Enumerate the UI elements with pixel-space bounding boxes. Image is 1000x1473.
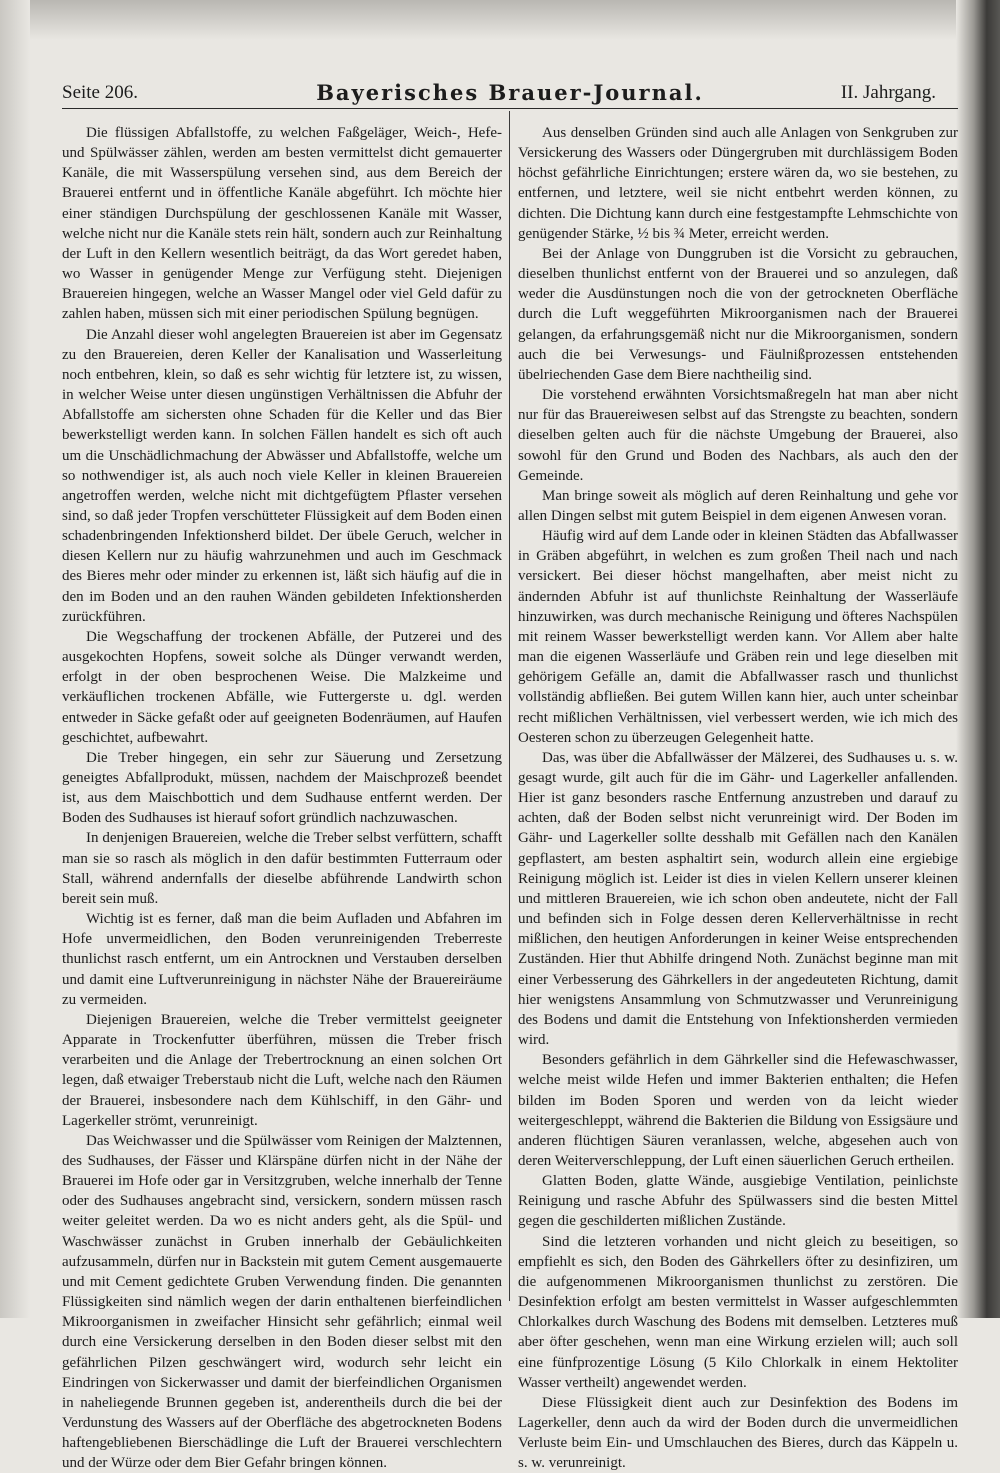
paragraph: Das, was über die Abfallwässer der Mälzerei, des Sudhauses u. s. w. gesagt wurde, gilt auch für die im Gähr- und Lagerkeller anfallenden. Hier ist ganz besonders rasche Entfernung anzustreben und darauf zu achten, daß der Boden selbst nicht verunreinigt wird. Der Boden im Gähr- und Lagerkeller sollte desshalb mit Gefällen nach den Kanälen gepflastert, am besten asphaltirt sein, wodurch allein eine ergiebige Reinigung möglich ist. Leider ist dies in vielen Kellern unserer kleinen und mittleren Brauereien, wie ich schon oben andeutete, nicht der Fall und befinden sich in Folge dessen deren Kellerverhältnisse in recht mißlichen, den heutigen Anforderungen in keiner Weise entsprechenden Zuständen. Hier thut Abhilfe dringend Noth. Zunächst beginne man mit einer Verbesserung des Gährkellers in der angedeuteten Richtung, damit hier wenigstens Ansammlung von Schmutzwasser und Verunreinigung des Bodens und damit die Entstehung von Infektionsherden vermieden wird.: [518, 749, 958, 1049]
paragraph: Sind die letzteren vorhanden und nicht gleich zu beseitigen, so empfiehlt es sich, den Boden des Gährkellers öfter zu desinfiziren, um die aufgenommenen Mikroorganismen thunlichst zu zerstören. Die Desinfektion erfolgt am besten vermittelst in Wasser aufgeschlemmten Chlorkalkes durch Waschung des Bodens mit demselben. Letzteres muß aber öfter geschehen, wenn man eine Wirkung erzielen will; auch soll eine fünfprozentige Lösung (5 Kilo Chlorkalk in einem Hektoliter Wasser vertheilt) angewendet werden.: [518, 1233, 958, 1391]
paragraph: Besonders gefährlich in dem Gährkeller sind die Hefewaschwasser, welche meist wilde Hefen und immer Bakterien enthalten; die Hefen bilden im Boden Sporen und werden von da leicht wieder weitergeschleppt, während die Bakterien die Bildung von Essigsäure und anderen flüchtigen Säuren veranlassen, welche, abgesehen auch von deren Weiterverschleppung, der Luft einen säuerlichen Geruch ertheilen.: [518, 1052, 958, 1169]
paragraph: Bei der Anlage von Dunggruben ist die Vorsicht zu gebrauchen, dieselben thunlichst entfernt von der Brauerei und so anzulegen, daß weder die Ausdünstungen noch die von der getrockneten Oberfläche durch die Luft weggeführten Mikroorganismen nach der Brauerei gelangen, da erfahrungsgemäß nicht nur die Mikroorganismen, sondern auch die bei Verwesungs- und Fäulnißprozessen entstehenden übelriechenden Gase dem Biere nachtheilig sind.: [518, 245, 958, 383]
page-edge-left: [0, 0, 30, 1318]
paragraph: Glatten Boden, glatte Wände, ausgiebige Ventilation, peinlichste Reinigung und rasche Abfuhr des Spülwassers sind die besten Mittel gegen die geschilderten mißlichen Zustände.: [518, 1173, 958, 1230]
paragraph: Wichtig ist es ferner, daß man die beim Aufladen und Abfahren im Hofe unvermeidlichen, den Boden verunreinigenden Treberreste thunlichst rasch entfernt, um ein Antrocknen und Verstauben derselben und damit eine Luftverunreinigung in nächster Nähe der Brauereiräume zu vermeiden.: [62, 911, 502, 1008]
page-binding-shadow: [956, 0, 1000, 1318]
left-column: [62, 123, 502, 1473]
paragraph: Die flüssigen Abfallstoffe, zu welchen Faßgeläger, Weich-, Hefe- und Spülwässer zählen, werden am besten vermittelst dicht gemauerter Kanäle, die mit Wasserspülung versehen sind, aus dem Bereich der Brauerei entfernt und in öffentliche Kanäle abgeführt. Ich möchte hier einer ständigen Durchspülung der geschlossenen Kanäle mit Wasser, welche nicht nur die Kanäle stets rein hält, sondern auch zur Reinhaltung der Luft in den Kellern wesentlich beiträgt, da das Wort geredet haben, wo Wasser in genügender Menge zur Verfügung steht. Diejenigen Brauereien hingegen, welche an Wasser Mangel oder viel Geld dafür zu zahlen haben, müssen sich mit einer periodischen Spülung begnügen.: [62, 125, 502, 323]
paragraph: Häufig wird auf dem Lande oder in kleinen Städten das Abfallwasser in Gräben abgeführt, in welchen es zum großen Theil nach und nach versickert. Bei dieser höchst mangelhaften, aber meist nicht zu ändernden Abfuhr ist auf thunlichste Reinhaltung der Wasserläufe hinzuwirken, was durch mechanische Reinigung und öfteres Nachspülen mit reinem Wasser bewerkstelligt werden kann. Vor Allem aber halte man die eigenen Wasserläufe und Gräben rein und lege dieselben mit gehörigem Gefälle an, damit die Abfallwasser rasch und thunlichst vollständig abfließen. Bei gutem Willen kann hier, auch unter scheinbar recht mißlichen Verhältnissen, viel verbessert werden, wie ich mich des Oesteren schon zu überzeugen Gelegenheit hatte.: [518, 528, 958, 746]
paragraph: Die Anzahl dieser wohl angelegten Brauereien ist aber im Gegensatz zu den Brauereien, deren Keller der Kanalisation und Wasserleitung noch entbehren, klein, so daß es sehr wichtig für letztere ist, zu wissen, in welcher Weise unter diesen ungünstigen Verhältnissen die Abfuhr der Abfallstoffe am sichersten ohne Schaden für die Keller und das Bier bewerkstelligt werden kann. In solchen Fällen handelt es sich oft auch um die Unschädlichmachung der Abwässer und Abfallstoffe, welche um so nothwendiger ist, als auch noch viele Keller in kleinen Brauereien angetroffen werden, welche nicht mit dichtgefügtem Pflaster versehen sind, so daß jeder Tropfen verschütteter Flüssigkeit auf dem Boden einen schadenbringenden Infektionsherd bildet. Der übele Geruch, welcher in diesen Kellern nur zu häufig wahrzunehmen und auch im Geschmack des Bieres mehr oder minder zu erkennen ist, läßt sich häufig auf die in den im Boden und an den rauhen Wänden gebildeten Infektionsherden zurückführen.: [62, 326, 502, 625]
page-edge-top: [0, 0, 1000, 40]
paragraph: Das Weichwasser und die Spülwässer vom Reinigen der Malztennen, des Sudhauses, der Fässer und Klärspäne dürfen nicht in der Nähe der Brauerei im Hofe oder gar in Versitzgruben, welche innerhalb der Tenne oder des Sudhauses angebracht sind, versickern, sondern müssen rasch weiter geleitet werden. Da wo es nicht anders geht, als die Spül- und Waschwässer zunächst in Gruben innerhalb der Gebäulichkeiten aufzusammeln, dürfen nur in Backstein mit gutem Cement ausgemauerte und mit Cement gedichtete Gruben Verwendung finden. Die genannten Flüssigkeiten sind nämlich wegen der darin enthaltenen bierfeindlichen Mikroorganismen in zweifacher Hinsicht sehr gefährlich; einmal weil durch eine Versickerung derselben in den Boden dieser selbst mit den gefährlichen Pilzen geschwängert wird, wodurch sehr leicht ein Eindringen von Sickerwasser und damit der bierfeindlichen Organismen in naheliegende Brunnen gegeben ist, anderentheils durch die bei der Verdunstung des Wassers auf der Oberfläche des abgetrockneten Bodens haftengebliebenen Bierschädlinge die Luft der Brauerei verschlechtern und der Würze oder dem Bier Gefahr bringen können.: [62, 1132, 502, 1472]
paragraph: Man bringe soweit als möglich auf deren Reinhaltung und gehe vor allen Dingen selbst mit gutem Beispiel in dem eigenen Anwesen voran.: [518, 487, 958, 524]
paragraph: Die vorstehend erwähnten Vorsichtsmaßregeln hat man aber nicht nur für das Brauereiwesen selbst auf das Strengste zu beachten, sondern dieselben gelten auch für die nächste Umgebung der Brauerei, also sowohl für den Grund und Boden des Nachbars, als auch den der Gemeinde.: [518, 387, 958, 484]
page-header: [62, 78, 958, 109]
journal-title: Bayerisches Brauer-Journal.: [316, 80, 704, 105]
paragraph: Die Wegschaffung der trockenen Abfälle, der Putzerei und des ausgekochten Hopfens, soweit solche als Dünger verwandt werden, erfolgt in der oben besprochenen Weise. Die Malzkeime und verkäuflichen trockenen Abfälle, wie Futtergerste u. dgl. werden entweder in Säcke gefaßt oder auf geeigneten Bodenräumen, auf Haufen geschichtet, aufbewahrt.: [62, 628, 502, 746]
paragraph: In denjenigen Brauereien, welche die Treber selbst verfüttern, schafft man sie so rasch als möglich in den dafür bestimmten Futterraum oder Stall, während andernfalls der dieselbe abführende Landwirth schon bereit sein muß.: [62, 830, 502, 907]
paragraph: Aus denselben Gründen sind auch alle Anlagen von Senkgruben zur Versickerung des Wassers oder Düngergruben mit durchlässigem Boden höchst gefährliche Einrichtungen; erstere wären da, wo sie bestehen, zu entfernen, und letztere, weil sie nicht entbehrt werden können, zu dichten. Die Dichtung kann durch eine festgestampfte Lehmschichte von genügender Stärke, ½ bis ¾ Meter, erreicht werden.: [518, 125, 958, 242]
paragraph: Die Treber hingegen, ein sehr zur Säuerung und Zersetzung geneigtes Abfallprodukt, müssen, nachdem der Maischprozeß beendet ist, aus dem Maischbottich und dem Sudhause entfernt werden. Der Boden des Sudhauses ist hierauf sofort gründlich nachzuwaschen.: [62, 749, 502, 827]
text-columns: [62, 123, 958, 1473]
page-number: Seite 206.: [62, 82, 138, 103]
right-column: [518, 123, 958, 1473]
paragraph: Diese Flüssigkeit dient auch zur Desinfektion des Bodens im Lagerkeller, denn auch da wird der Boden durch die unvermeidlichen Verluste beim Ein- und Umschlauchen des Bieres, durch das Käppeln u. s. w. verunreinigt.: [518, 1394, 958, 1472]
volume-label: II. Jahrgang.: [840, 82, 936, 103]
journal-page: [62, 78, 958, 1473]
column-divider: [509, 111, 510, 1301]
paragraph: Diejenigen Brauereien, welche die Treber vermittelst geeigneter Apparate in Trockenfutter überführen, müssen die Treber frisch verarbeiten und die Anlage der Trebertrocknung an einen solchen Ort legen, daß etwaiger Treberstaub nicht die Luft, welche nach den Räumen der Brauerei, insbesondere nach dem Kühlschiff, in den Gähr- und Lagerkeller strömt, verunreinigt.: [62, 1011, 502, 1129]
